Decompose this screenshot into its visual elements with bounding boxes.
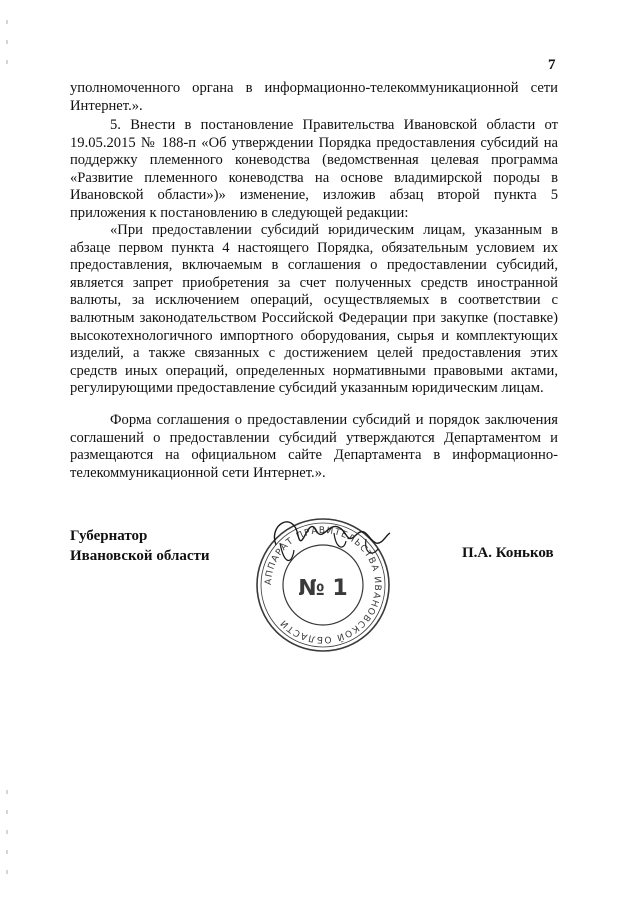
- signatory-title-line1: Губернатор: [70, 528, 148, 544]
- svg-text:№ 1: № 1: [298, 576, 348, 601]
- paragraph-agreement-form: Форма соглашения о предоставлении субсидий и порядок заключения соглашений о предоставлении субсидий утверждаются Департаментом и размещаются на официальном сайте Департамента в информационно-телекоммуникационной сети Интернет.».: [70, 412, 558, 481]
- official-stamp-with-signature: [248, 505, 398, 665]
- signatory-name: П.А. Коньков: [462, 545, 554, 561]
- margin-binding-marks: [4, 0, 12, 905]
- paragraph-item-5: 5. Внести в постановление Правительства Ивановской области от 19.05.2015 № 188-п «Об утверждении Порядка предоставления субсидий на поддержку племенного коневодства (ведомственная целевая программа «Развитие племенного коневодства на основе владимирской породы в Ивановской области»)» изменение, изложив абзац второй пункта 5 приложения к постановлению в следующей редакции:: [70, 117, 558, 221]
- svg-text:АППАРАТ ПРАВИТЕЛЬСТВА ИВАНОВСК: АППАРАТ ПРАВИТЕЛЬСТВА ИВАНОВСКОЙ ОБЛАСТИ: [263, 525, 383, 645]
- signatory-title-line2: Ивановской области: [70, 548, 210, 564]
- paragraph-new-wording: «При предоставлении субсидий юридическим лицам, указанным в абзаце первом пункта 4 настоящего Порядка, обязательным условием их предоставления, включаемым в соглашения о предоставлении субсидий, является запрет приобретения за счет полученных средств иностранной валюты, за исключением операций, осуществляемых в соответствии с валютным законодательством Российской Федерации при закупке (поставке) высокотехнологичного импортного оборудования, сырья и комплектующих изделий, а также связанных с достижением целей предоставления этих средств иных операций, определенных нормативными правовыми актами, регулирующими предоставление субсидий указанным юридическим лицам.: [70, 222, 558, 397]
- signatory-title: [70, 526, 210, 566]
- paragraph-continuation: уполномоченного органа в информационно-телекоммуникационной сети Интернет.».: [70, 80, 558, 114]
- page-number: 7: [548, 57, 556, 73]
